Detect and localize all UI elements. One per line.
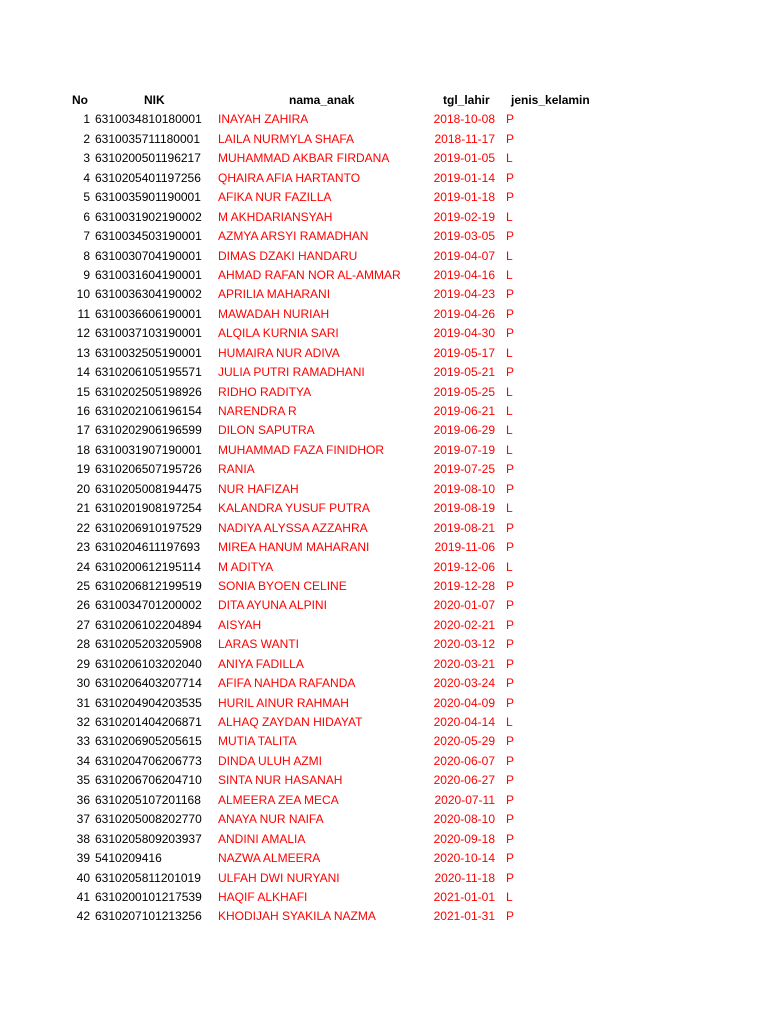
cell-no: 42 [76,909,90,924]
cell-no: 22 [76,520,90,535]
cell-jenis-kelamin: L [506,715,513,729]
cell-jenis-kelamin: P [506,773,515,788]
cell-nik: 6310205107201168 [95,792,201,807]
header-no: No [72,93,88,107]
cell-nama-anak: MIREA HANUM MAHARANI [218,540,370,555]
cell-nama-anak: SONIA BYOEN CELINE [218,578,347,593]
table-row [0,266,768,285]
cell-no: 31 [76,695,90,710]
header-tgl-lahir: tgl_lahir [443,93,490,107]
cell-tgl-lahir: 2020-06-27 [433,773,495,788]
cell-jenis-kelamin: L [506,267,513,282]
cell-no: 17 [76,423,90,438]
cell-jenis-kelamin: P [506,695,515,710]
cell-nama-anak: SINTA NUR HASANAH [218,773,343,788]
cell-nama-anak: HURIL AINUR RAHMAH [218,695,349,710]
cell-tgl-lahir: 2021-01-31 [433,909,495,924]
cell-jenis-kelamin: L [506,404,513,418]
cell-nama-anak: ALHAQ ZAYDAN HIDAYAT [218,715,363,729]
cell-no: 24 [76,559,90,574]
cell-nama-anak: JULIA PUTRI RAMADHANI [218,365,365,380]
cell-nama-anak: QHAIRA AFIA HARTANTO [218,170,361,185]
cell-jenis-kelamin: P [506,306,515,321]
cell-no: 4 [83,170,90,185]
cell-tgl-lahir: 2019-12-06 [433,559,495,574]
cell-no: 18 [76,442,90,457]
cell-nik: 6310201404206871 [95,715,202,729]
cell-nama-anak: AZMYA ARSYI RAMADHAN [218,229,369,244]
cell-nik: 6310034701200002 [95,598,202,613]
cell-tgl-lahir: 2019-12-28 [433,578,495,593]
cell-jenis-kelamin: L [506,889,513,904]
cell-no: 2 [83,131,90,146]
table-row [0,577,768,596]
cell-jenis-kelamin: P [506,131,515,146]
cell-nik: 6310205811201019 [95,870,201,885]
table-row [0,849,768,868]
cell-nik: 6310202106196154 [95,404,202,418]
cell-jenis-kelamin: P [506,617,515,632]
cell-no: 9 [83,267,90,282]
cell-nama-anak: RIDHO RADITYA [218,384,312,399]
cell-tgl-lahir: 2019-03-05 [433,229,495,244]
cell-no: 35 [76,773,90,788]
cell-jenis-kelamin: P [506,481,515,496]
cell-nama-anak: KHODIJAH SYAKILA NAZMA [218,909,376,924]
table-row [0,499,768,518]
cell-nama-anak: LARAS WANTI [218,637,299,652]
cell-jenis-kelamin: L [506,345,513,360]
table-row [0,538,768,557]
cell-jenis-kelamin: P [506,598,515,613]
header-nama-anak: nama_anak [289,93,355,107]
cell-jenis-kelamin: P [506,851,515,866]
cell-tgl-lahir: 2019-05-21 [433,365,495,380]
cell-nik: 6310206905205615 [95,734,202,749]
table-row [0,596,768,615]
table-row [0,791,768,810]
cell-nama-anak: ALQILA KURNIA SARI [218,326,339,341]
cell-nik: 6310206706204710 [95,773,202,788]
cell-nama-anak: ANIYA FADILLA [218,656,304,671]
cell-jenis-kelamin: L [506,151,513,166]
cell-nama-anak: INAYAH ZAHIRA [218,112,309,127]
table-row [0,344,768,363]
table-row [0,208,768,227]
cell-no: 32 [76,715,90,729]
cell-nama-anak: DIMAS DZAKI HANDARU [218,248,358,263]
cell-nama-anak: NAZWA ALMEERA [218,851,321,866]
cell-nama-anak: ANAYA NUR NAIFA [218,812,324,827]
cell-jenis-kelamin: L [506,559,513,574]
cell-nik: 6310200501196217 [95,151,201,166]
cell-tgl-lahir: 2019-01-05 [433,151,495,166]
cell-nama-anak: AISYAH [218,617,262,632]
cell-tgl-lahir: 2019-06-29 [433,423,495,438]
cell-tgl-lahir: 2019-07-25 [433,462,495,477]
cell-nik: 6310036304190002 [95,287,202,302]
cell-jenis-kelamin: L [506,501,513,516]
cell-nama-anak: AFIKA NUR FAZILLA [218,190,332,205]
cell-nik: 6310031907190001 [95,442,202,457]
table-row [0,188,768,207]
header-nik: NIK [144,93,165,107]
cell-no: 5 [83,190,90,205]
cell-tgl-lahir: 2020-04-14 [433,715,495,729]
cell-nama-anak: M ADITYA [218,559,274,574]
cell-nama-anak: MAWADAH NURIAH [218,306,330,321]
table-row [0,732,768,751]
table-body [0,110,768,926]
cell-jenis-kelamin: L [506,423,513,438]
cell-jenis-kelamin: P [506,578,515,593]
cell-no: 12 [76,326,90,341]
cell-nama-anak: ANDINI AMALIA [218,831,306,846]
cell-no: 26 [76,598,90,613]
cell-tgl-lahir: 2020-04-09 [433,695,495,710]
cell-tgl-lahir: 2020-08-10 [433,812,495,827]
table-row [0,110,768,129]
cell-jenis-kelamin: P [506,753,515,768]
cell-no: 27 [76,617,90,632]
table-row [0,869,768,888]
cell-nama-anak: HAQIF ALKHAFI [218,889,308,904]
cell-tgl-lahir: 2019-08-21 [433,520,495,535]
cell-tgl-lahir: 2021-01-01 [433,889,495,904]
cell-no: 3 [83,151,90,166]
cell-nik: 5410209416 [95,851,162,866]
table-row [0,752,768,771]
cell-tgl-lahir: 2019-07-19 [433,442,495,457]
cell-tgl-lahir: 2019-04-07 [433,248,495,263]
cell-no: 10 [76,287,90,302]
cell-jenis-kelamin: P [506,112,515,127]
cell-nama-anak: ALMEERA ZEA MECA [218,792,339,807]
cell-no: 37 [76,812,90,827]
table-row [0,830,768,849]
cell-jenis-kelamin: P [506,870,515,885]
cell-no: 16 [76,404,90,418]
cell-no: 38 [76,831,90,846]
cell-jenis-kelamin: P [506,229,515,244]
table-row [0,674,768,693]
cell-no: 21 [76,501,90,516]
cell-nik: 6310206910197529 [95,520,202,535]
cell-no: 29 [76,656,90,671]
cell-jenis-kelamin: P [506,190,515,205]
cell-jenis-kelamin: P [506,831,515,846]
cell-tgl-lahir: 2020-09-18 [433,831,495,846]
cell-nama-anak: MUTIA TALITA [218,734,297,749]
cell-jenis-kelamin: P [506,909,515,924]
cell-nama-anak: APRILIA MAHARANI [218,287,331,302]
table-row [0,130,768,149]
cell-tgl-lahir: 2020-03-21 [433,656,495,671]
cell-nik: 6310031604190001 [95,267,202,282]
cell-nama-anak: M AKHDARIANSYAH [218,209,333,224]
cell-jenis-kelamin: P [506,637,515,652]
cell-no: 19 [76,462,90,477]
cell-tgl-lahir: 2020-03-12 [433,637,495,652]
cell-tgl-lahir: 2020-05-29 [433,734,495,749]
cell-nik: 6310206812199519 [95,578,202,593]
cell-nama-anak: RANIA [218,462,255,477]
cell-no: 13 [76,345,90,360]
cell-nama-anak: AFIFA NAHDA RAFANDA [218,676,356,691]
cell-nama-anak: NADIYA ALYSSA AZZAHRA [218,520,368,535]
cell-nama-anak: HUMAIRA NUR ADIVA [218,345,340,360]
cell-jenis-kelamin: P [506,540,515,555]
cell-nik: 6310031902190002 [95,209,202,224]
cell-nik: 6310035711180001 [95,131,200,146]
cell-tgl-lahir: 2019-06-21 [433,404,495,418]
cell-tgl-lahir: 2019-01-14 [433,170,495,185]
cell-nik: 6310206507195726 [95,462,202,477]
cell-no: 25 [76,578,90,593]
cell-jenis-kelamin: P [506,365,515,380]
cell-tgl-lahir: 2019-04-26 [433,306,495,321]
cell-jenis-kelamin: P [506,656,515,671]
table-row [0,655,768,674]
cell-nik: 6310037103190001 [95,326,202,341]
cell-no: 34 [76,753,90,768]
table-row [0,324,768,343]
cell-jenis-kelamin: P [506,792,515,807]
cell-tgl-lahir: 2018-11-17 [434,131,495,146]
header-jenis-kelamin: jenis_kelamin [511,93,590,107]
cell-jenis-kelamin: P [506,170,515,185]
cell-nik: 6310205401197256 [95,170,201,185]
cell-tgl-lahir: 2019-01-18 [433,190,495,205]
cell-no: 39 [76,851,90,866]
cell-jenis-kelamin: P [506,287,515,302]
header-row [0,91,768,110]
table-row [0,402,768,421]
cell-nama-anak: ULFAH DWI NURYANI [218,870,340,885]
cell-no: 14 [76,365,90,380]
cell-tgl-lahir: 2019-04-30 [433,326,495,341]
cell-tgl-lahir: 2019-08-10 [433,481,495,496]
cell-tgl-lahir: 2020-01-07 [433,598,495,613]
cell-nik: 6310200101217539 [95,889,202,904]
table-row [0,635,768,654]
table-row [0,907,768,926]
table-row [0,694,768,713]
cell-nik: 6310200612195114 [95,559,201,574]
table-row [0,616,768,635]
cell-no: 23 [76,540,90,555]
cell-nama-anak: KALANDRA YUSUF PUTRA [218,501,370,516]
cell-jenis-kelamin: P [506,326,515,341]
table-row [0,519,768,538]
cell-nama-anak: DITA AYUNA ALPINI [218,598,327,613]
cell-no: 41 [76,889,90,904]
cell-nik: 6310204611197693 [95,540,200,555]
cell-jenis-kelamin: P [506,462,515,477]
cell-nik: 6310030704190001 [95,248,202,263]
cell-jenis-kelamin: L [506,442,513,457]
cell-jenis-kelamin: P [506,734,515,749]
cell-nama-anak: DINDA ULUH AZMI [218,753,323,768]
cell-nik: 6310036606190001 [95,306,202,321]
table-row [0,558,768,577]
cell-nik: 6310202505198926 [95,384,202,399]
cell-no: 1 [83,112,90,127]
cell-jenis-kelamin: L [506,384,513,399]
cell-no: 33 [76,734,90,749]
cell-jenis-kelamin: P [506,676,515,691]
cell-no: 20 [76,481,90,496]
cell-tgl-lahir: 2020-10-14 [433,851,495,866]
cell-tgl-lahir: 2019-02-19 [433,209,495,224]
cell-nik: 6310201908197254 [95,501,202,516]
cell-no: 40 [76,870,90,885]
cell-nik: 6310204904203535 [95,695,202,710]
cell-tgl-lahir: 2020-02-21 [433,617,495,632]
table-row [0,771,768,790]
cell-nik: 6310206103202040 [95,656,202,671]
cell-tgl-lahir: 2019-05-25 [433,384,495,399]
cell-tgl-lahir: 2020-03-24 [433,676,495,691]
cell-nik: 6310204706206773 [95,753,202,768]
cell-nik: 6310206403207714 [95,676,202,691]
cell-tgl-lahir: 2018-10-08 [433,112,495,127]
cell-no: 36 [76,792,90,807]
table-row [0,169,768,188]
cell-nik: 6310207101213256 [95,909,202,924]
table-row [0,363,768,382]
cell-no: 30 [76,676,90,691]
cell-nama-anak: NARENDRA R [218,404,297,418]
cell-no: 15 [76,384,90,399]
table-row [0,227,768,246]
table-row [0,285,768,304]
cell-nik: 6310032505190001 [95,345,202,360]
table-row [0,149,768,168]
cell-tgl-lahir: 2019-04-16 [433,267,495,282]
cell-nama-anak: DILON SAPUTRA [218,423,315,438]
data-table [0,91,768,927]
table-row [0,247,768,266]
cell-nama-anak: NUR HAFIZAH [218,481,299,496]
table-row [0,810,768,829]
cell-no: 6 [83,209,90,224]
table-row [0,383,768,402]
cell-jenis-kelamin: P [506,520,515,535]
cell-tgl-lahir: 2020-06-07 [433,753,495,768]
cell-tgl-lahir: 2019-04-23 [433,287,495,302]
cell-nik: 6310206105195571 [95,365,202,380]
cell-nik: 6310205809203937 [95,831,202,846]
cell-nik: 6310206102204894 [95,617,202,632]
cell-nama-anak: MUHAMMAD FAZA FINIDHOR [218,442,385,457]
cell-nik: 6310205008202770 [95,812,202,827]
cell-tgl-lahir: 2020-11-18 [434,870,495,885]
table-row [0,713,768,732]
cell-tgl-lahir: 2019-11-06 [434,540,495,555]
cell-no: 28 [76,637,90,652]
table-row [0,888,768,907]
cell-nik: 6310205008194475 [95,481,202,496]
cell-tgl-lahir: 2020-07-11 [434,792,495,807]
cell-nama-anak: MUHAMMAD AKBAR FIRDANA [218,151,390,166]
table-row [0,441,768,460]
cell-jenis-kelamin: L [506,248,513,263]
cell-tgl-lahir: 2019-05-17 [433,345,495,360]
table-row [0,421,768,440]
cell-tgl-lahir: 2019-08-19 [433,501,495,516]
cell-nama-anak: LAILA NURMYLA SHAFA [218,131,355,146]
cell-jenis-kelamin: P [506,812,515,827]
cell-nik: 6310205203205908 [95,637,202,652]
table-row [0,305,768,324]
cell-nama-anak: AHMAD RAFAN NOR AL-AMMAR [218,267,401,282]
cell-nik: 6310034503190001 [95,229,202,244]
cell-no: 11 [77,306,90,321]
cell-nik: 6310202906196599 [95,423,202,438]
cell-no: 8 [83,248,90,263]
table-row [0,480,768,499]
cell-nik: 6310034810180001 [95,112,202,127]
table-row [0,460,768,479]
cell-jenis-kelamin: L [506,209,513,224]
cell-nik: 6310035901190001 [95,190,201,205]
cell-no: 7 [83,229,90,244]
